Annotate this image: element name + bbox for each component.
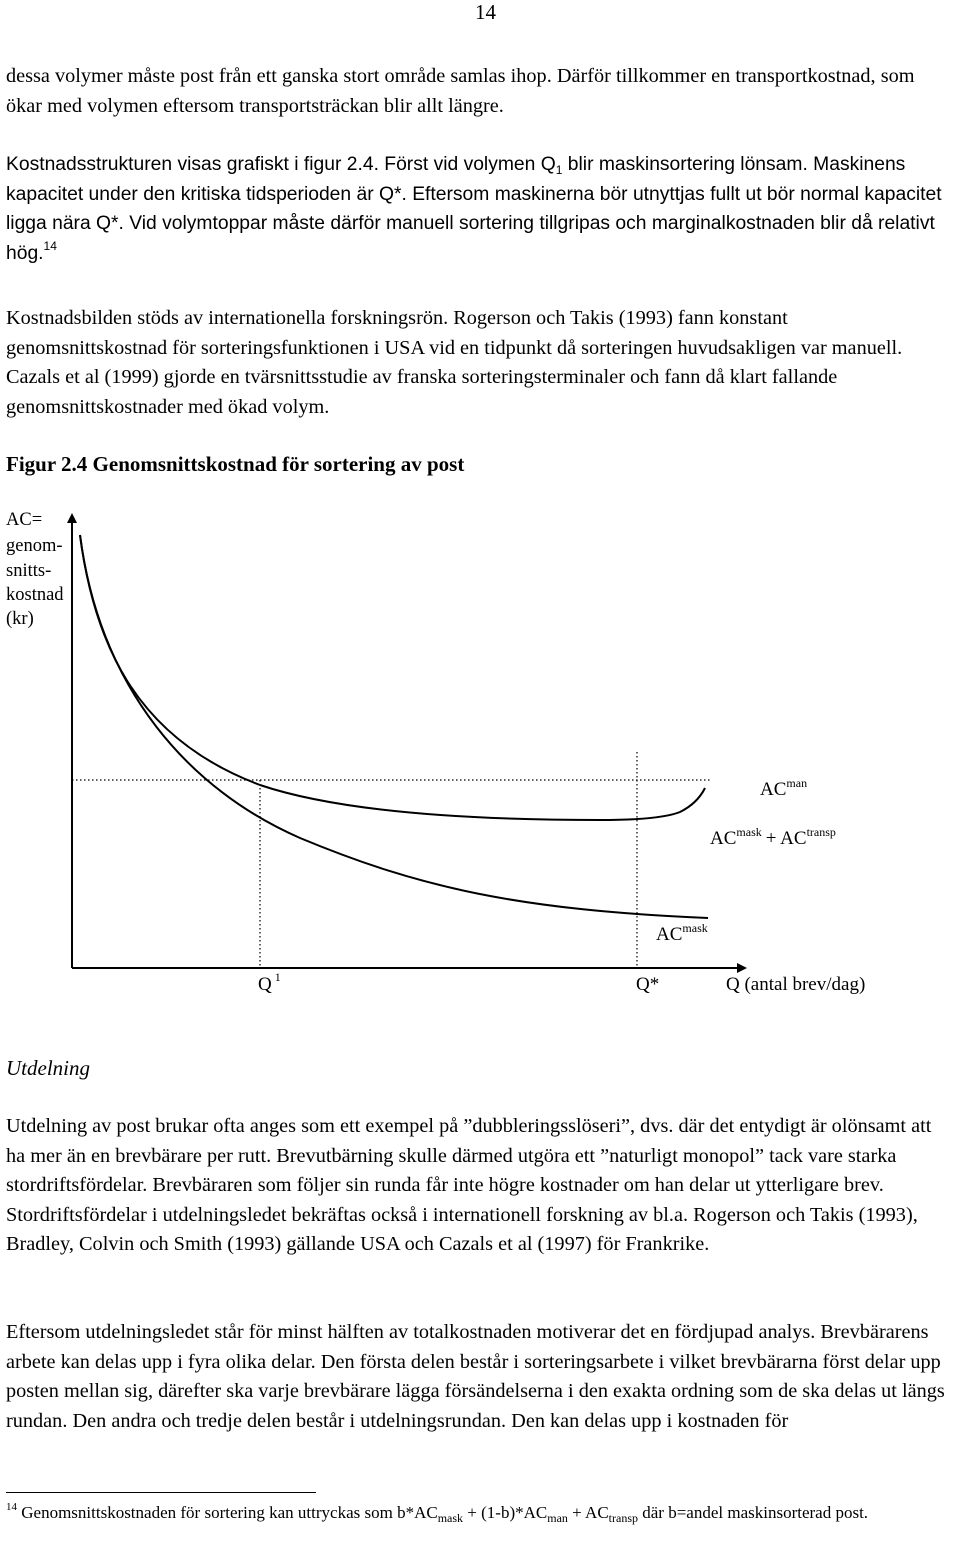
- paragraph-text: Kostnadsbilden stöds av internationella forskningsrön. Rogerson och Takis (1993) fann konstant genomsnittskostnad för sorteringsfunktionen i USA vid en tidpunkt då sorteringen huvudsakligen var manuell. Cazals et al (1999) gjorde en tvärsnittsstudie av franska sorteringsterminaler och fann då klart fallande genomsnittskostnader med ökad volym.: [6, 307, 903, 418]
- paragraph-transport: [6, 62, 952, 121]
- footnote-reference[interactable]: 14: [43, 238, 57, 253]
- ac-mask-curve: [80, 535, 708, 918]
- label-base: AC: [710, 828, 737, 849]
- paragraph-cost-structure: [6, 150, 952, 268]
- paragraph-text: Eftersom utdelningsledet står för minst hälften av totalkostnaden motiverar det en fördjupad analys. Brevbärarens arbete kan delas upp i fyra olika delar. Den första delen består i sorteringsarbete i vilket brevbärarna först delar upp posten mellan sig, därefter ska varje brevbärare lägga försändelserna i den exakta ordning som de ska delas ut längs rundan. Den andra och tredje delen består i utdelningsrundan. Den kan delas upp i kostnaden för: [6, 1321, 945, 1432]
- ac-man-label: [760, 776, 807, 800]
- tick-label-base: Q: [258, 974, 272, 995]
- y-axis-label-line: kostnad: [6, 585, 64, 605]
- subscript-1: 1: [555, 163, 563, 177]
- ac-man-label-base: AC: [760, 779, 787, 800]
- label-sup: mask: [736, 825, 762, 839]
- ac-man-label-sup: man: [786, 776, 808, 790]
- ac-mask-label-base: AC: [656, 924, 683, 945]
- paragraph-text: dessa volymer måste post från ett ganska stort område samlas ihop. Därför tillkommer en transportkostnad, som ökar med volymen eftersom transportsträckan blir allt längre.: [6, 65, 915, 117]
- subscript-transp: transp: [608, 1511, 638, 1525]
- paragraph-research: [6, 304, 952, 422]
- tick-label-sup: 1: [274, 970, 281, 984]
- footnote-text: + AC: [567, 1503, 609, 1522]
- y-axis-label-line: (kr): [6, 609, 34, 629]
- ac-mask-label: [656, 921, 708, 945]
- figure-title: Figur 2.4 Genomsnittskostnad för sortering av post: [6, 452, 465, 476]
- footnote: [6, 1500, 952, 1526]
- section-heading: Utdelning: [6, 1056, 90, 1080]
- y-axis-label-line: AC=: [6, 510, 43, 530]
- footnote-text: där b=andel maskinsorterad post.: [638, 1503, 869, 1522]
- paragraph-text: Utdelning av post brukar ofta anges som ett exempel på ”dubbleringsslöseri”, dvs. där det entydigt är olönsamt att ha mer än en brevbärare per rutt. Brevutbärning skulle därmed utgöra ett ”naturligt monopol” tack vare starka stordriftsfördelar. Brevbäraren som följer sin runda får inte högre kostnader om han delar ut ytterligare brev. Stordriftsfördelar i utdelningsledet bekräftas också i internationell forskning av bl.a. Rogerson och Takis (1993), Bradley, Colvin och Smith (1993) gällande USA och Cazals et al (1997) för Frankrike.: [6, 1115, 932, 1255]
- cost-chart: [0, 500, 960, 1000]
- subscript-mask: mask: [437, 1511, 464, 1525]
- ac-mask-plus-transp-label: [710, 825, 836, 849]
- x-axis-label: Q (antal brev/dag): [726, 974, 866, 995]
- paragraph-delivery: [6, 1112, 952, 1260]
- subscript-man: man: [547, 1511, 568, 1525]
- y-axis-label-line: genom-: [6, 536, 63, 556]
- ac-mask-plus-transp-curve: [80, 535, 705, 820]
- tick-label-qstar: Q*: [636, 974, 660, 995]
- footnote-text: + (1-b)*AC: [463, 1503, 548, 1522]
- page-number: 14: [475, 0, 496, 24]
- footnote-divider: [6, 1492, 316, 1493]
- footnote-mark: 14: [6, 1501, 17, 1513]
- tick-label-q1: [258, 970, 281, 995]
- label-sup: transp: [806, 825, 836, 839]
- text-segment: Kostnadsstrukturen visas grafiskt i figur 2.4. Först vid volymen Q: [6, 154, 556, 175]
- ac-mask-label-sup: mask: [682, 921, 708, 935]
- y-axis-label-line: snitts-: [6, 561, 52, 581]
- footnote-text: Genomsnittskostnaden för sortering kan uttryckas som b*AC: [17, 1503, 438, 1522]
- label-plus: + AC: [765, 828, 807, 849]
- paragraph-carrier-work: [6, 1318, 952, 1436]
- paragraph-text: [6, 150, 952, 268]
- text-segment: blir maskinsortering lönsam. Maskinens kapacitet under den kritiska tidsperioden är Q*. Eftersom maskinerna bör utnyttjas fullt ut bör normal kapacitet ligga nära Q*. Vid volymtoppar måste därför manuell sortering tillgripas och marginalkostnaden blir då relativt hög.: [6, 154, 942, 264]
